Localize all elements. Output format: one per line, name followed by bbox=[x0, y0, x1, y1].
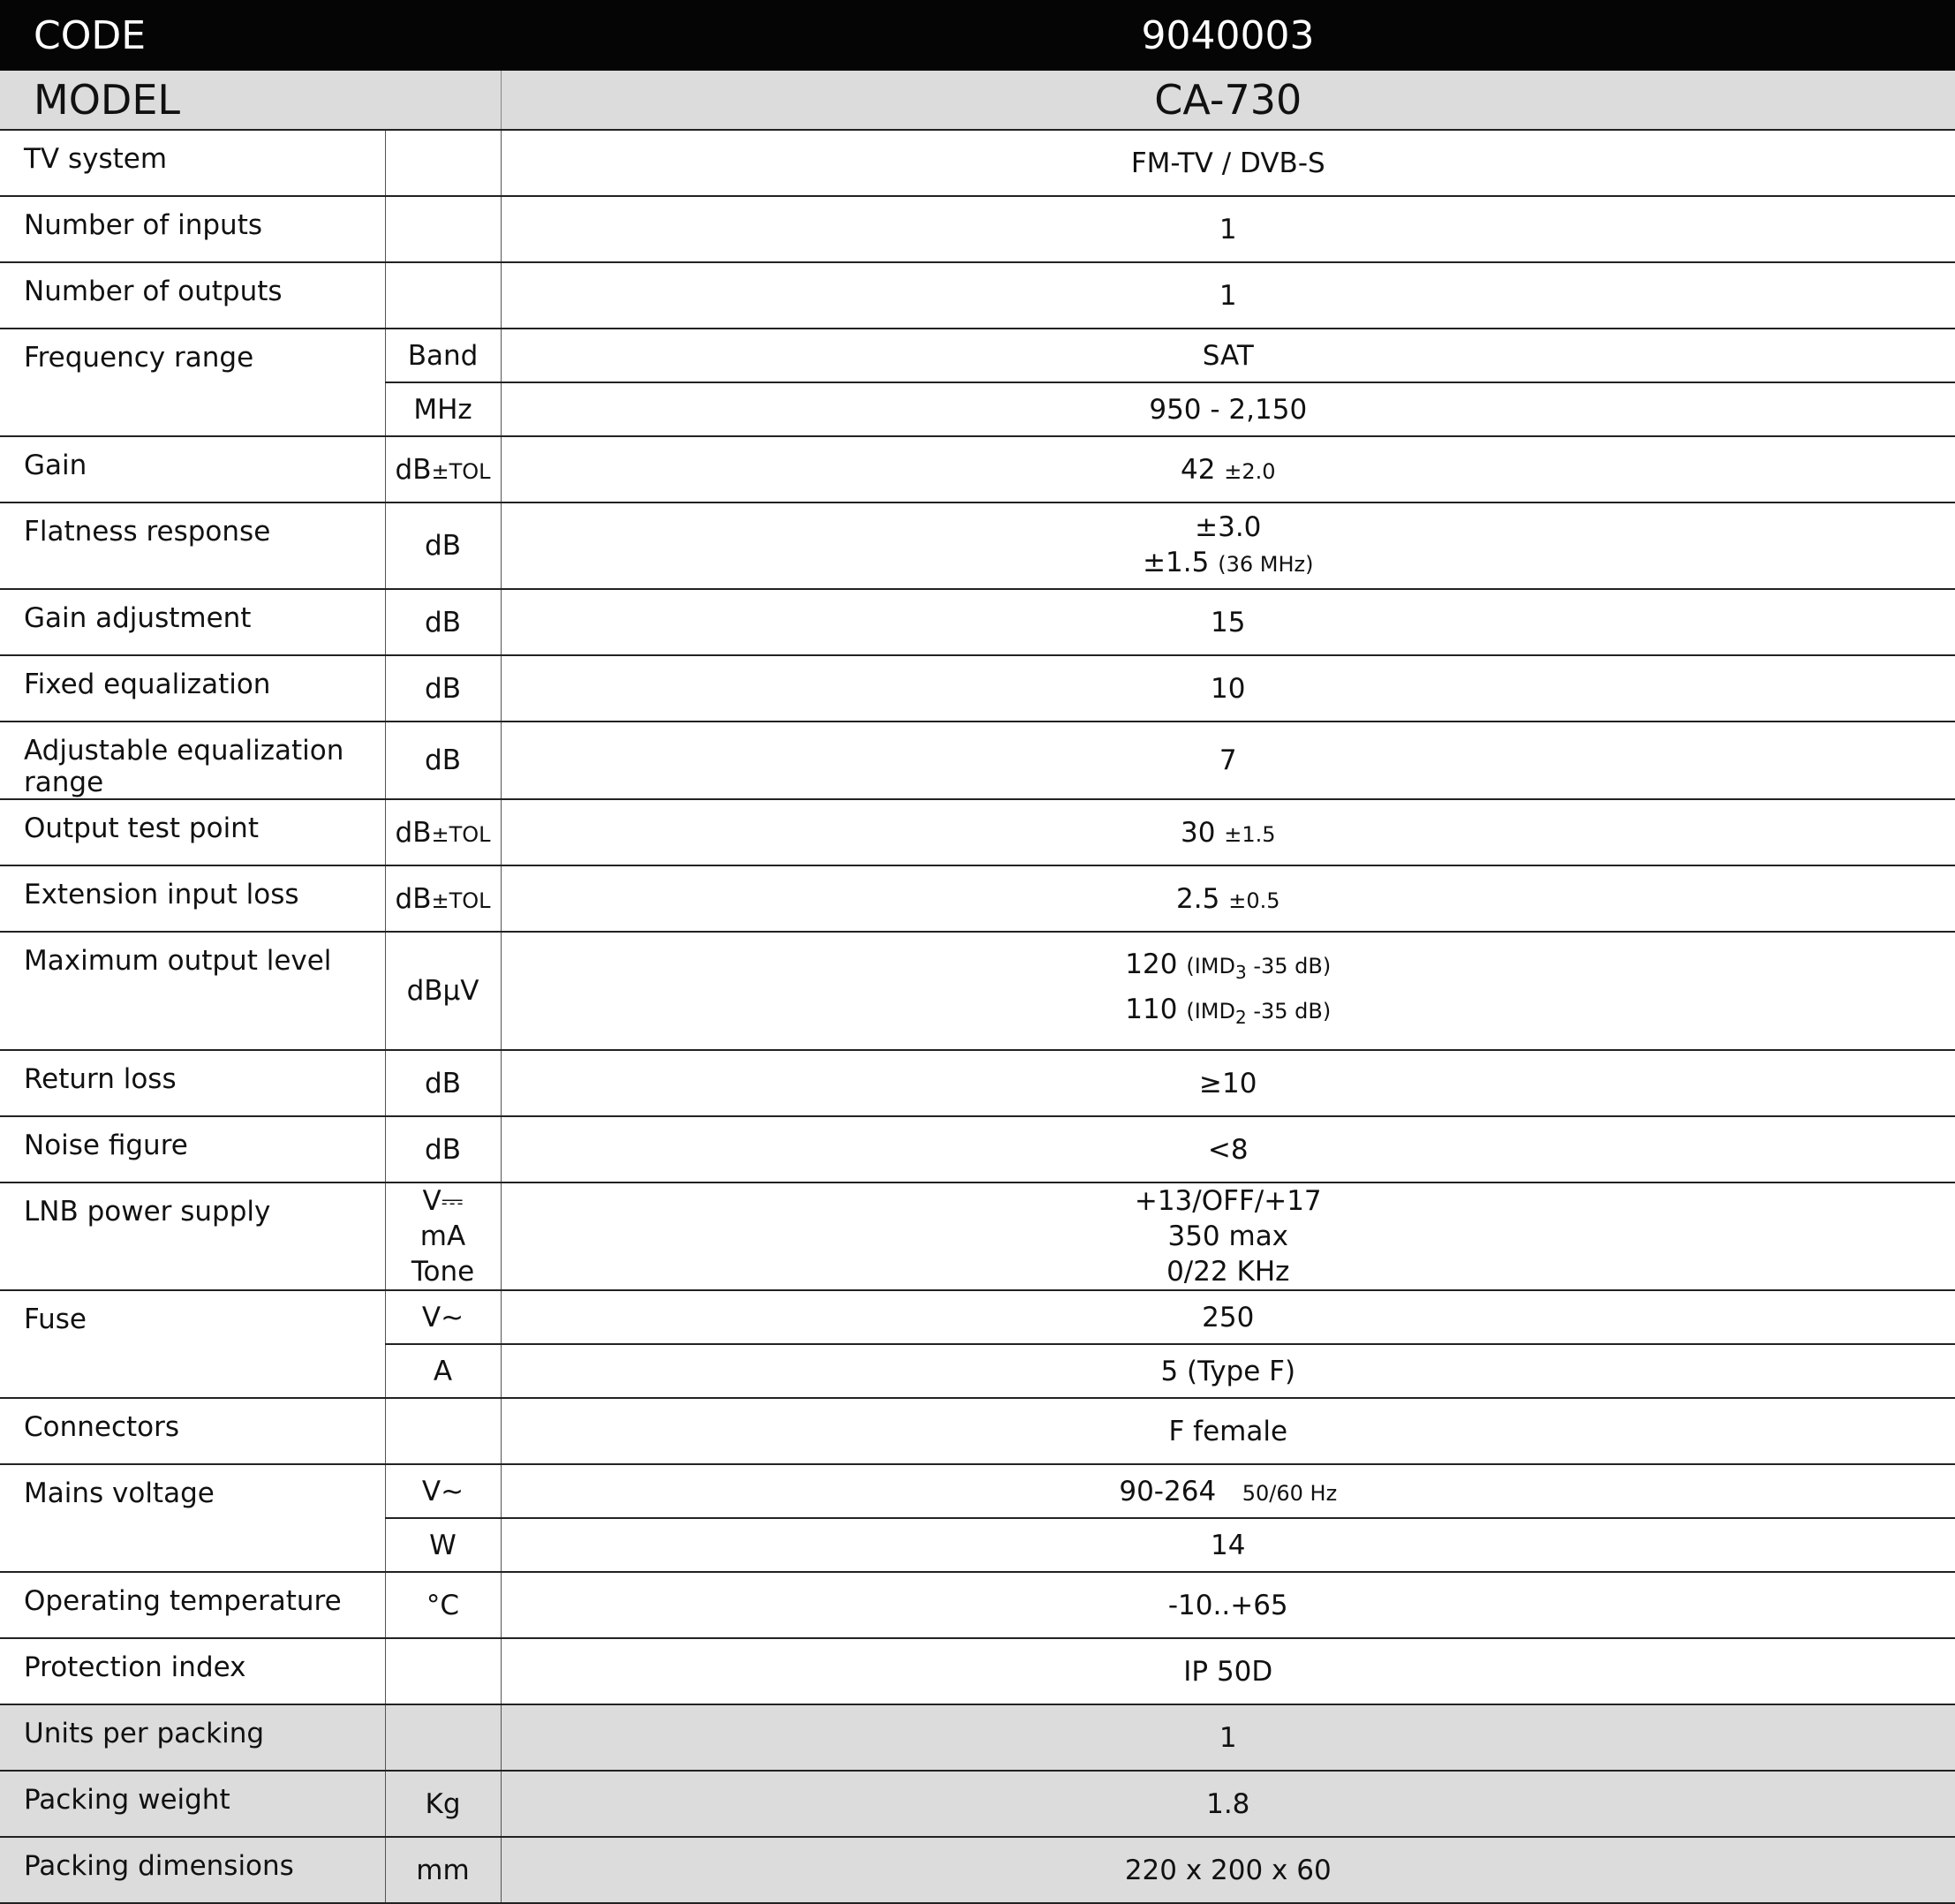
row-label: Units per packing bbox=[0, 1704, 385, 1771]
table-row bbox=[0, 1638, 1955, 1704]
row-value: IP 50D bbox=[501, 1638, 1955, 1704]
row-value: 220 x 200 x 60 bbox=[501, 1837, 1955, 1903]
row-unit: mm bbox=[385, 1837, 501, 1903]
row-value: SAT bbox=[501, 329, 1955, 382]
row-unit: Kg bbox=[385, 1771, 501, 1837]
row-value: 5 (Type F) bbox=[501, 1344, 1955, 1398]
note-text: (IMD bbox=[1186, 954, 1235, 978]
value-note bbox=[1186, 954, 1332, 983]
row-value bbox=[501, 932, 1955, 1050]
value-line-2 bbox=[502, 545, 1955, 582]
table-row bbox=[0, 1290, 1955, 1344]
value-note: (36 MHz) bbox=[1218, 552, 1314, 577]
unit-main: dB bbox=[395, 882, 432, 915]
row-label: Number of outputs bbox=[0, 262, 385, 329]
row-unit bbox=[385, 865, 501, 932]
row-unit bbox=[385, 196, 501, 262]
row-label: LNB power supply bbox=[0, 1182, 385, 1290]
row-label: Return loss bbox=[0, 1050, 385, 1116]
table-row bbox=[0, 722, 1955, 799]
row-value: 950 - 2,150 bbox=[501, 382, 1955, 436]
model-value: CA-730 bbox=[501, 71, 1955, 130]
row-value: 1 bbox=[501, 1704, 1955, 1771]
row-unit: A bbox=[385, 1344, 501, 1398]
row-unit: V∼ bbox=[385, 1290, 501, 1344]
row-unit: dB bbox=[385, 589, 501, 655]
row-value: <8 bbox=[501, 1116, 1955, 1182]
row-label: Flatness response bbox=[0, 502, 385, 589]
row-label: Output test point bbox=[0, 799, 385, 865]
row-value: 250 bbox=[501, 1290, 1955, 1344]
table-row bbox=[0, 1704, 1955, 1771]
note-text: (IMD bbox=[1186, 999, 1235, 1024]
row-unit bbox=[385, 1638, 501, 1704]
model-row bbox=[0, 71, 1955, 130]
value-line-2 bbox=[502, 991, 1955, 1036]
row-label: Frequency range bbox=[0, 329, 385, 436]
row-value: 1.8 bbox=[501, 1771, 1955, 1837]
code-label: CODE bbox=[0, 0, 501, 71]
row-label: Operating temperature bbox=[0, 1572, 385, 1638]
table-row bbox=[0, 1572, 1955, 1638]
value-tol: ±0.5 bbox=[1228, 888, 1280, 913]
row-value bbox=[501, 1464, 1955, 1518]
value-note: 50/60 Hz bbox=[1242, 1480, 1338, 1506]
note-text: -35 dB) bbox=[1246, 999, 1332, 1024]
unit-tol: ±TOL bbox=[431, 888, 491, 913]
table-row bbox=[0, 1837, 1955, 1903]
row-unit: Band bbox=[385, 329, 501, 382]
table-row bbox=[0, 130, 1955, 196]
table-row bbox=[0, 1464, 1955, 1518]
code-row bbox=[0, 0, 1955, 71]
value-tol: ±1.5 bbox=[1224, 821, 1276, 847]
row-unit: dB bbox=[385, 1116, 501, 1182]
model-label: MODEL bbox=[0, 71, 501, 130]
value-line-1 bbox=[502, 946, 1955, 991]
table-row bbox=[0, 589, 1955, 655]
value-main: 120 bbox=[1125, 948, 1178, 980]
row-label: Mains voltage bbox=[0, 1464, 385, 1572]
row-label: Gain bbox=[0, 436, 385, 502]
table-row bbox=[0, 436, 1955, 502]
table-row bbox=[0, 932, 1955, 1050]
unit-main: dB bbox=[395, 453, 432, 486]
value-main: 30 bbox=[1180, 816, 1216, 849]
value-main: 110 bbox=[1125, 994, 1178, 1025]
row-value: 350 max bbox=[1167, 1220, 1289, 1252]
table-row bbox=[0, 262, 1955, 329]
row-label: Adjustable equalization range bbox=[0, 722, 385, 799]
table-row bbox=[0, 502, 1955, 589]
value-tol: ±2.0 bbox=[1224, 458, 1276, 484]
value-main: 2.5 bbox=[1176, 882, 1220, 915]
row-value: 1 bbox=[501, 262, 1955, 329]
row-value: F female bbox=[501, 1398, 1955, 1464]
value-note bbox=[1186, 999, 1332, 1028]
row-value: +13/OFF/+17 bbox=[501, 1182, 1955, 1219]
row-value bbox=[501, 799, 1955, 865]
row-unit bbox=[385, 130, 501, 196]
row-label: Packing weight bbox=[0, 1771, 385, 1837]
table-row bbox=[0, 1116, 1955, 1182]
row-unit: V∼ bbox=[385, 1464, 501, 1518]
row-unit: dB bbox=[385, 502, 501, 589]
row-value: 0/22 KHz bbox=[501, 1254, 1955, 1290]
row-value: 7 bbox=[501, 722, 1955, 799]
row-label: Fixed equalization bbox=[0, 655, 385, 722]
row-value bbox=[501, 436, 1955, 502]
unit-main: dB bbox=[395, 816, 432, 849]
row-unit: V⎓ bbox=[385, 1182, 501, 1219]
row-label: Packing dimensions bbox=[0, 1837, 385, 1903]
code-value: 9040003 bbox=[501, 0, 1955, 71]
row-unit bbox=[385, 436, 501, 502]
row-label: Extension input loss bbox=[0, 865, 385, 932]
row-unit: W bbox=[385, 1518, 501, 1572]
row-label: Gain adjustment bbox=[0, 589, 385, 655]
row-label: TV system bbox=[0, 130, 385, 196]
row-unit bbox=[385, 1398, 501, 1464]
row-unit: MHz bbox=[385, 382, 501, 436]
row-value: FM-TV / DVB-S bbox=[501, 130, 1955, 196]
row-unit: °C bbox=[385, 1572, 501, 1638]
value-line-1: ±3.0 bbox=[1195, 511, 1262, 543]
unit-tol: ±TOL bbox=[431, 821, 491, 847]
row-label: Protection index bbox=[0, 1638, 385, 1704]
table-row bbox=[0, 1771, 1955, 1837]
table-row bbox=[0, 1182, 1955, 1219]
row-value: 1 bbox=[501, 196, 1955, 262]
row-value bbox=[501, 502, 1955, 589]
unit-tol: ±TOL bbox=[431, 458, 491, 484]
row-label: Noise figure bbox=[0, 1116, 385, 1182]
row-unit bbox=[385, 799, 501, 865]
table-row bbox=[0, 655, 1955, 722]
table-row bbox=[0, 1050, 1955, 1116]
row-label: Connectors bbox=[0, 1398, 385, 1464]
table-row bbox=[0, 1398, 1955, 1464]
note-subscript: 2 bbox=[1234, 1007, 1247, 1028]
row-value: ≥10 bbox=[501, 1050, 1955, 1116]
row-unit: dB bbox=[385, 655, 501, 722]
row-value bbox=[501, 865, 1955, 932]
row-unit: mA bbox=[385, 1219, 501, 1254]
row-label: Maximum output level bbox=[0, 932, 385, 1050]
row-value: 14 bbox=[501, 1518, 1955, 1572]
row-label: Number of inputs bbox=[0, 196, 385, 262]
row-value: 10 bbox=[501, 655, 1955, 722]
table-row bbox=[0, 196, 1955, 262]
table-row bbox=[0, 799, 1955, 865]
value-main: ±1.5 bbox=[1143, 547, 1210, 578]
row-value: -10..+65 bbox=[501, 1572, 1955, 1638]
row-label: Fuse bbox=[0, 1290, 385, 1398]
table-row bbox=[0, 329, 1955, 382]
table-row bbox=[0, 865, 1955, 932]
row-value: 15 bbox=[501, 589, 1955, 655]
row-unit bbox=[385, 262, 501, 329]
value-main: 90-264 bbox=[1119, 1475, 1217, 1507]
note-subscript: 3 bbox=[1234, 962, 1247, 983]
row-unit: dB bbox=[385, 1050, 501, 1116]
note-text: -35 dB) bbox=[1246, 954, 1332, 978]
value-main: 42 bbox=[1180, 453, 1216, 486]
row-unit bbox=[385, 1704, 501, 1771]
row-unit: dBμV bbox=[385, 932, 501, 1050]
row-unit: dB bbox=[385, 722, 501, 799]
row-unit: Tone bbox=[385, 1254, 501, 1290]
